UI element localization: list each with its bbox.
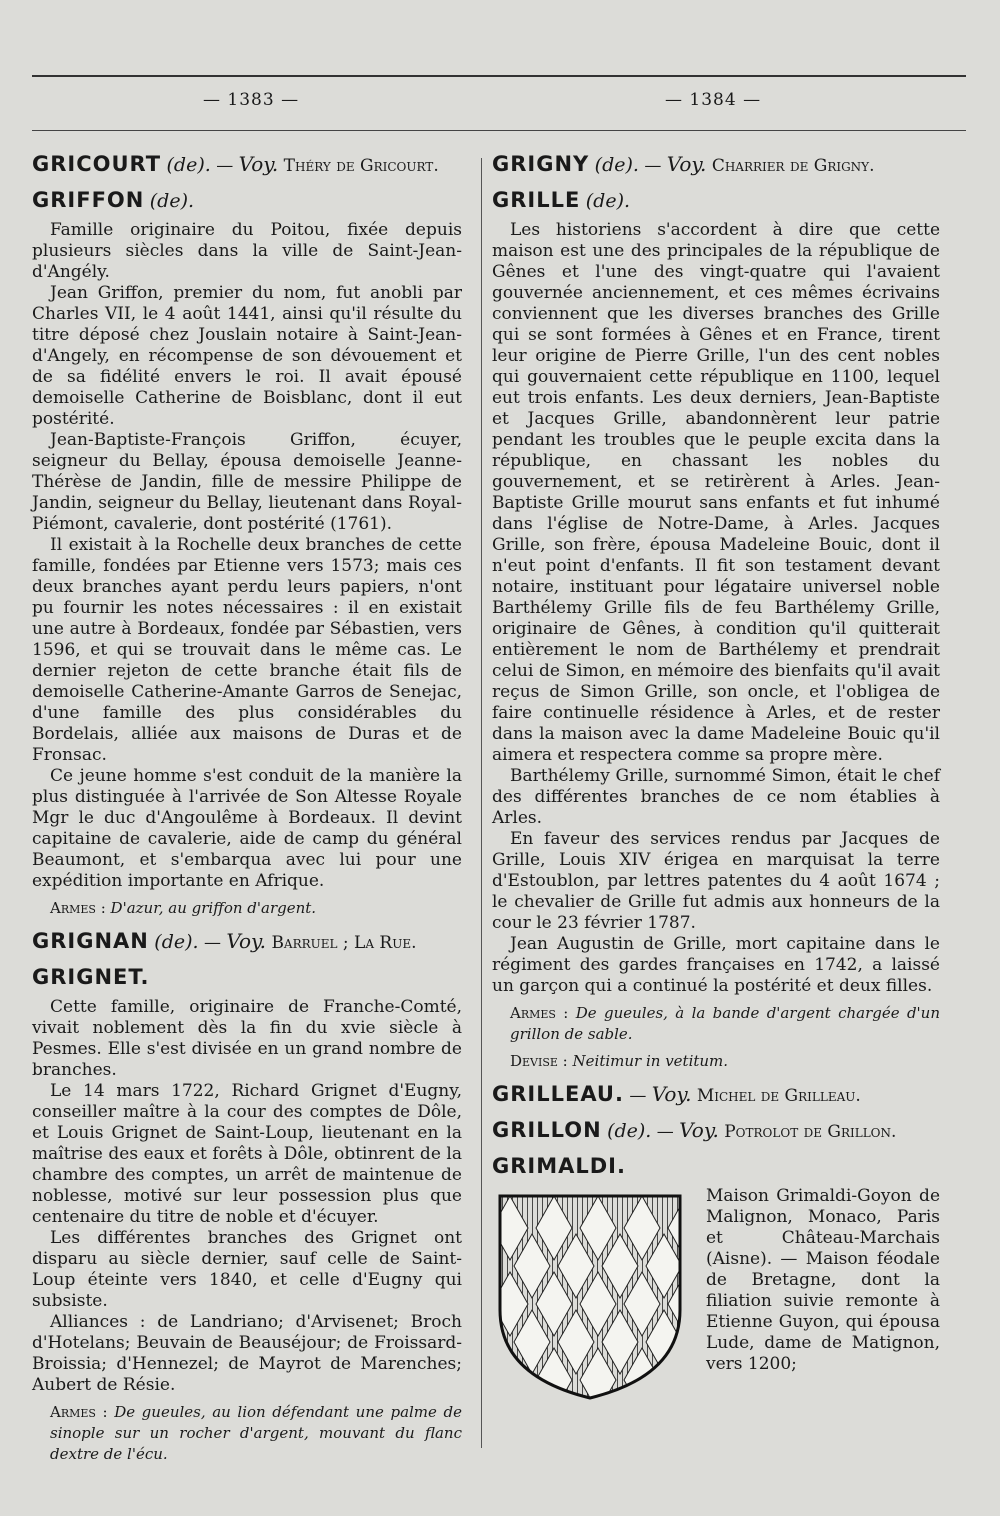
cross-reference: Barruel ; La Rue. — [271, 933, 417, 953]
header-rule — [32, 130, 966, 131]
particle: (de). — [607, 1120, 652, 1142]
cross-reference: Charrier de Grigny. — [711, 156, 875, 176]
cross-reference: Théry de Gricourt. — [283, 156, 439, 176]
entry-heading — [32, 929, 462, 955]
particle: (de). — [154, 931, 199, 953]
voy-label: Voy. — [679, 1118, 719, 1142]
paragraph: Jean Augustin de Grille, mort capitaine dans le régiment des gardes françaises en 1742, a laissé un garçon qui a continué la postérité et deux filles. — [492, 934, 940, 996]
dash: — — [629, 1086, 647, 1106]
paragraph: Famille originaire du Poitou, fixée depuis plusieurs siècles dans la ville de Saint-Jean-d'Angély. — [32, 220, 462, 282]
entry-grillon — [492, 1118, 940, 1144]
paragraph: Cette famille, originaire de Franche-Comté, vivait noblement dès la fin du xvie siècle à Pesmes. Elle s'est divisée en un grand nombre de branches. — [32, 997, 462, 1080]
cross-reference: Potrolot de Grillon. — [724, 1122, 897, 1142]
dash: — — [216, 156, 234, 176]
right-page-number: — 1384 — — [665, 90, 762, 110]
arms-line — [50, 898, 462, 919]
particle: (de). — [594, 154, 639, 176]
voy-label: Voy. — [238, 152, 279, 176]
entry-grille — [492, 188, 940, 1072]
top-rule — [32, 75, 966, 77]
arms-text: D'azur, au griffon d'argent. — [110, 899, 317, 917]
headword: GRILLE — [492, 188, 581, 212]
grimaldi-block — [492, 1186, 940, 1396]
dash: — — [656, 1122, 674, 1142]
entry-heading — [492, 1154, 940, 1180]
entry-heading — [492, 188, 940, 214]
arms-text: De gueules, au lion défendant une palme de sinople sur un rocher d'argent, mouvant du flanc dextre de l'écu. — [50, 1403, 462, 1463]
devise-label: Devise : — [510, 1052, 568, 1070]
particle: (de). — [585, 190, 631, 212]
particle: (de). — [166, 154, 211, 176]
arms-label: Armes : — [50, 1403, 108, 1421]
paragraph: Les différentes branches des Grignet ont disparu au siècle dernier, sauf celle de Saint-Loup éteinte vers 1840, et celle d'Eugny qui subsiste. — [32, 1228, 462, 1311]
entry-grilleau — [492, 1082, 940, 1108]
headword: GRIGNET. — [32, 965, 150, 989]
headword: GRIGNAN — [32, 929, 149, 953]
paragraph: Il existait à la Rochelle deux branches de cette famille, fondées par Etienne vers 1573; mais ces deux branches ayant perdu leurs papiers, n'ont pu fournir les notes nécessaires : il en existait une autre à Bordeaux, fondée par Sébastien, vers 1596, et qui se trouvait dans le même cas. Le dernier rejeton de cette branche était fils de demoiselle Catherine-Amante Garros de Senejac, d'une famille des plus considérables du Bordelais, alliée aux maisons de Duras et de Fronsac. — [32, 535, 462, 765]
paragraph: En faveur des services rendus par Jacques de Grille, Louis XIV érigea en marquisat la terre d'Estoublon, par lettres patentes du 4 août 1674 ; le chevalier de Grille fut admis aux honneurs de la cour le 23 février 1787. — [492, 829, 940, 933]
entry-grignet — [32, 965, 462, 1465]
voy-label: Voy. — [651, 1082, 692, 1106]
devise-text: Neitimur in vetitum. — [572, 1052, 729, 1070]
voy-label: Voy. — [666, 152, 707, 176]
coat-of-arms-icon — [492, 1190, 688, 1404]
particle: (de). — [149, 190, 195, 212]
dash: — — [203, 933, 221, 953]
headword: GRICOURT — [32, 152, 162, 176]
arms-line — [50, 1402, 462, 1465]
entry-heading — [32, 188, 462, 214]
entry-griffon — [32, 188, 462, 919]
entry-heading — [32, 965, 462, 991]
arms-label: Armes : — [510, 1004, 569, 1022]
left-column — [32, 152, 462, 1475]
headword: GRIMALDI. — [492, 1154, 626, 1178]
paragraph: Barthélemy Grille, surnommé Simon, était le chef des différentes branches de ce nom établies à Arles. — [492, 766, 940, 828]
entry-heading — [32, 152, 462, 178]
dash: — — [644, 156, 662, 176]
paragraph: Jean Griffon, premier du nom, fut anobli par Charles VII, le 4 août 1441, ainsi qu'il résulte du titre déposé chez Jouslain notaire à Saint-Jean-d'Angely, en récompense de son dévouement et de sa fidélité envers le roi. Il avait épousé demoiselle Catherine de Boisblanc, dont il eut postérité. — [32, 283, 462, 429]
entry-heading — [492, 152, 940, 178]
right-column — [492, 152, 940, 1406]
entry-gricourt — [32, 152, 462, 178]
headword: GRIGNY — [492, 152, 590, 176]
devise-line — [510, 1051, 940, 1072]
paragraph: Jean-Baptiste-François Griffon, écuyer, seigneur du Bellay, épousa demoiselle Jeanne-Thérèse de Jandin, fille de messire Philippe de Jandin, seigneur du Bellay, lieutenant dans Royal-Piémont, cavalerie, dont postérité (1761). — [32, 430, 462, 534]
left-page-number: — 1383 — — [203, 90, 300, 110]
entry-heading — [492, 1118, 940, 1144]
voy-label: Voy. — [226, 929, 267, 953]
arms-label: Armes : — [50, 899, 106, 917]
arms-text: De gueules, à la bande d'argent chargée d'un grillon de sable. — [510, 1004, 940, 1043]
arms-line — [510, 1003, 940, 1045]
entry-grignan — [32, 929, 462, 955]
paragraph: Le 14 mars 1722, Richard Grignet d'Eugny, conseiller maître à la cour des comptes de Dôle, et Louis Grignet de Saint-Loup, lieutenant en la maîtrise des eaux et forêts à Dôle, obtinrent de la chambre des comptes, un arrêt de maintenue de noblesse, motivé sur leur possession plus que centenaire du titre de noble et d'écuyer. — [32, 1081, 462, 1227]
headword: GRIFFON — [32, 188, 145, 212]
headword: GRILLEAU. — [492, 1082, 624, 1106]
entry-grigny — [492, 152, 940, 178]
cross-reference: Michel de Grilleau. — [696, 1086, 861, 1106]
paragraph: Alliances : de Landriano; d'Arvisenet; Broch d'Hotelans; Beuvain de Beauséjour; de Froissard-Broissia; d'Hennezel; de Mayrot de Marenches; Aubert de Résie. — [32, 1312, 462, 1395]
entry-grimaldi — [492, 1154, 940, 1396]
headword: GRILLON — [492, 1118, 602, 1142]
paragraph: Ce jeune homme s'est conduit de la manière la plus distinguée à l'arrivée de Son Altesse Royale Mgr le duc d'Angoulême à Bordeaux. Il devint capitaine de cavalerie, aide de camp du général Beaumont, et s'embarqua avec lui pour une expédition importante en Afrique. — [32, 766, 462, 891]
entry-heading — [492, 1082, 940, 1108]
paragraph: Les historiens s'accordent à dire que cette maison est une des principales de la république de Gênes et l'une des vingt-quatre qui l'avaient gouvernée anciennement, et ces mêmes écrivains conviennent que les diverses branches des Grille qui se sont formées à Gênes et en France, tirent leur origine de Pierre Grille, l'un des cent nobles qui gouvernaient cette république en 1100, lequel eut trois enfants. Les deux derniers, Jean-Baptiste et Jacques Grille, abandonnèrent leur patrie pendant les troubles que le peuple excita dans la république, en chassant les nobles du gouvernement, et se retirèrent à Arles. Jean-Baptiste Grille mourut sans enfants et fut inhumé dans l'église de Notre-Dame, à Arles. Jacques Grille, son frère, épousa Madeleine Bouic, dont il n'eut point d'enfants. Il fit son testament devant notaire, instituant pour légataire universel noble Barthélemy Grille fils de feu Barthélemy Grille, originaire de Gênes, à condition qu'il quitterait entièrement le nom de Barthélemy et prendrait celui de Simon, en mémoire des bienfaits qu'il avait reçus de Simon Grille, son oncle, et l'obligea de faire continuelle résidence à Arles, et de rester dans la maison avec la dame Madeleine Bouic qu'il aimera et respectera comme sa propre mère. — [492, 220, 940, 765]
grimaldi-text: Maison Grimaldi-Goyon de Malignon, Monaco, Paris et Château-Marchais (Aisne). — Maison féodale de Bretagne, dont la filiation suivie remonte à Etienne Guyon, qui épousa Lude, dame de Matignon, vers 1200; — [706, 1186, 940, 1374]
column-divider — [481, 158, 482, 1448]
